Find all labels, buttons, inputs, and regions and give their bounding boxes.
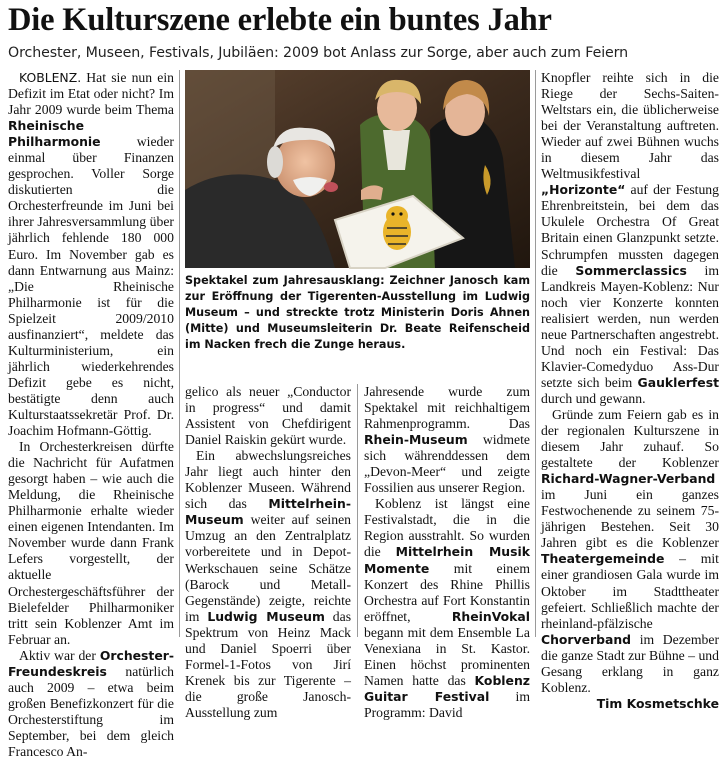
article-column-1 xyxy=(8,70,174,759)
text-run: Koblenz ist längst eine Festivalstadt, die in die Region ausstrahlt. So wurden die xyxy=(364,496,530,560)
text-run: Hat sie nun ein Defizit im Etat oder nicht? Im Jahr 2009 wurde beim Thema xyxy=(8,70,174,118)
paragraph xyxy=(8,70,174,439)
bold-term: Sommerclassics xyxy=(575,262,687,278)
photo-janosch-tigerente xyxy=(185,70,530,268)
article-column-4 xyxy=(541,70,719,711)
bold-term: „Horizonte“ xyxy=(541,182,626,198)
text-run: – mit einer grandiosen Gala wurde im Oktober im Stadttheater gefeiert. Schließlich machte der rheinland-pfälzische xyxy=(541,551,719,631)
text-run: Aktiv war der xyxy=(19,647,100,663)
paragraph xyxy=(541,406,719,711)
article-subhead: Orchester, Museen, Festivals, Jubiläen: 2009 bot Anlass zur Sorge, aber auch zum Feiern xyxy=(8,45,629,61)
paragraph xyxy=(541,70,719,407)
column-divider xyxy=(357,384,358,637)
bold-term: Richard-Wagner-Verband xyxy=(541,471,716,487)
dateline: KOBLENZ. xyxy=(19,70,82,85)
bold-term: RheinVokal xyxy=(451,608,530,624)
bold-term: Gauklerfest xyxy=(637,374,719,390)
text-run: weiter auf seinen Umzug an den Zentralplatz vorbereitete und in Depot-Werkschauen seine Schätze (Barock und Metall-Gegenstände) zeigte, reichte im xyxy=(185,512,351,624)
bold-term: Chorverband xyxy=(541,631,632,647)
bold-term: Mittelrhein-Museum xyxy=(185,496,351,528)
text-run: im Juni ein ganzes Festwochenende zu seinem 75-jährigen Bestehen. Seit 30 Jahren gibt es die Koblenzer xyxy=(541,487,719,551)
column-divider xyxy=(535,70,536,637)
paragraph: In Orchesterkreisen dürfte die Nachricht für Aufatmen gesorgt haben – wie auch die Meldung, die Rheinische Philharmonie erhalte wieder einen eigenen Intendanten. Im November wurde dann Frank Lefers vorgestellt, der aktuelle Orchestergeschäftsführer der Bielefelder Philharmoniker tritt sein Koblenzer Amt im Februar an. xyxy=(8,439,174,647)
paragraph xyxy=(364,384,530,496)
bold-term: Ludwig Museum xyxy=(207,608,325,624)
bold-term: Koblenz Guitar Festival xyxy=(364,672,530,704)
text-run: Jahresende wurde zum Spektakel mit reichhaltigem Rahmenprogramm. Das xyxy=(364,384,530,432)
text-run: im Programm: David xyxy=(364,688,531,720)
text-run: Knopfler reihte sich in die Riege der Sechs-Saiten-Weltstars ein, die üblicherweise bei der Veranstaltung auftreten. Wieder auf zwei Bühnen wuchs in diesem Jahr das Weltmusikfestival xyxy=(541,70,719,182)
bold-term: Theatergemeinde xyxy=(541,551,665,567)
text-run: Gründe zum Feiern gab es in der regionalen Kulturszene in diesem Jahr zuhauf. So gestaltete der Koblenzer xyxy=(541,406,719,471)
bold-term: Orchester-Freundeskreis xyxy=(8,647,174,679)
article-column-3 xyxy=(364,384,531,720)
text-run: mit einem Konzert des Rhine Phillis Orchestra auf Fort Konstantin eröffnet, xyxy=(364,560,530,624)
article-headline: Die Kulturszene erlebte ein buntes Jahr xyxy=(8,2,552,38)
bold-term: Mittelrhein Musik Momente xyxy=(364,544,530,576)
article-column-2 xyxy=(185,384,352,720)
article-photo xyxy=(185,70,530,268)
paragraph: gelico als neuer „Conductor in progress“ und damit Assistent von Chefdirigent Daniel Raiskin gekürt wurde. xyxy=(185,384,351,448)
photo-caption: Spektakel zum Jahresausklang: Zeichner Janosch kam zur Eröffnung der Tigerenten-Ausstellung im Ludwig Museum – und streckte trotz Ministerin Doris Ahnen (Mitte) und Museumsleiterin Dr. Beate Reifenscheid im Nacken frech die Zunge heraus. xyxy=(185,274,530,351)
bold-term: Rhein-Museum xyxy=(364,432,468,448)
author-byline: Tim Kosmetschke xyxy=(596,695,719,711)
text-run: begann mit dem Ensemble La Venexiana in St. Kastor. Einen höchst prominenten Namen hatte das xyxy=(364,624,530,688)
text-run: wieder einmal über Finanzen gesprochen. Voller Sorge diskutierten die Orchesterfreunde im Juni bei ihrer Jahresversammlung über jährlich fehlende 180 000 Euro. Im November gab es dann Entwarnung aus Mainz: „Die Rheinische Philharmonie ist für die Spielzeit 2009/2010 ausfinanziert“, meldete das Kulturministerium, ein jährlich wiederkehrendes Defizit gebe es nicht, bestätigte denn auch Kulturstaatssekretär Prof. Dr. Joachim Hofmann-Göttig. xyxy=(8,134,174,439)
text-run: das Spektrum von Heinz Mack und Daniel Spoerri über Formel-1-Fotos von Jirí Krenek bis zur Tigerente – die große Janosch-Ausstellung zum xyxy=(185,608,352,720)
paragraph xyxy=(364,496,530,721)
column-divider xyxy=(179,70,180,637)
text-run: auf der Festung Ehrenbreitstein, bei dem das Ukulele Orchestra Of Great Britain einen Glanzpunkt setzte. Schrumpfen mussten dagegen die xyxy=(541,182,719,278)
bold-term: Rheinische Philharmonie xyxy=(8,118,101,150)
text-run: natürlich auch 2009 – etwa beim großen Benefizkonzert für die Orchesterstiftung im September, bei dem gleich Francesco An- xyxy=(8,663,174,759)
text-run: im Landkreis Mayen-Koblenz: Nur noch vier Konzerte konnten realisiert werden, nun werden neue Partnerschaften angestrebt. Und noch ein Festival: Das Klavier-Comedyduo Ass-Dur setzte sich beim xyxy=(541,262,719,390)
text-run: widmete sich währenddessen dem „Devon-Meer“ und zeigte Fossilien aus unserer Region. xyxy=(364,432,530,496)
paragraph xyxy=(8,648,174,760)
text-run: im Dezember die ganze Stadt zur Bühne – und Gesang erklang in ganz Koblenz. xyxy=(541,631,719,695)
paragraph xyxy=(185,448,351,721)
text-run: Ein abwechslungsreiches Jahr liegt auch hinter den Koblenzer Museen. Während sich das xyxy=(185,448,351,512)
text-run: durch und gewann. xyxy=(541,390,646,406)
